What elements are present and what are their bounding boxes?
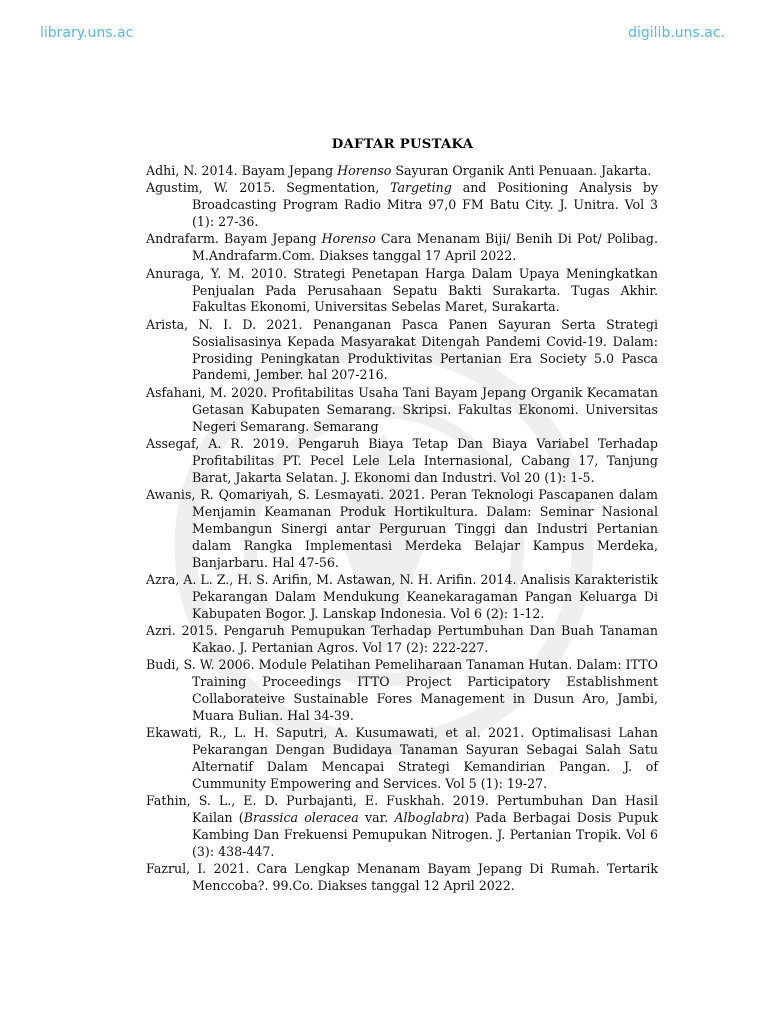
reference-italic-term: Horenso xyxy=(337,163,392,178)
reference-entry: Awanis, R. Qomariyah, S. Lesmayati. 2021. Peran Teknologi Pascapanen dalam Menjamin Keamanan Produk Hortikultura. Dalam: Seminar Nasional Membangun Sinergi antar Perguruan Tinggi dan Industri Pertanian dalam Rangka Implementasi Merdeka Belajar Kampus Merdeka, Banjarbaru. Hal 47-56. xyxy=(146,486,658,570)
reference-entry: Fazrul, I. 2021. Cara Lengkap Menanam Bayam Jepang Di Rumah. Tertarik Menccoba?. 99.Co. Diakses tanggal 12 April 2022. xyxy=(146,861,658,894)
reference-italic-term: Targeting xyxy=(390,180,452,196)
reference-entry: Azri. 2015. Pengaruh Pemupukan Terhadap Pertumbuhan Dan Buah Tanaman Kakao. J. Pertanian Agros. Vol 17 (2): 222-227. xyxy=(146,622,658,655)
reference-entry: Assegaf, A. R. 2019. Pengaruh Biaya Tetap Dan Biaya Variabel Terhadap Profitabilitas PT. Pecel Lele Lela Internasional, Cabang 17, Tanjung Barat, Jakarta Selatan. J. Ekonomi dan Industri. Vol 20 (1): 1-5. xyxy=(146,435,658,485)
reference-entry: Fathin, S. L., E. D. Purbajanti, E. Fuskhah. 2019. Pertumbuhan Dan Hasil Kailan (Brassica oleracea var. Alboglabra) Pada Berbagai Dosis Pupuk Kambing Dan Frekuensi Pemupukan Nitrogen. J. Pertanian Tropik. Vol 6 (3): 438-447. xyxy=(146,793,658,859)
reference-entry: Asfahani, M. 2020. Profitabilitas Usaha Tani Bayam Jepang Organik Kecamatan Getasan Kabupaten Semarang. Skripsi. Fakultas Ekonomi. Universitas Negeri Semarang. Semarang xyxy=(146,384,658,434)
reference-list xyxy=(146,163,658,895)
reference-italic-term: Brassica oleracea xyxy=(243,810,359,826)
reference-entry: Agustim, W. 2015. Segmentation, Targeting and Positioning Analysis by Broadcasting Program Radio Mitra 97,0 FM Batu City. J. Unitra. Vol 3 (1): 27-36. xyxy=(146,180,659,230)
reference-entry: Andrafarm. Bayam Jepang Horenso Cara Menanam Biji/ Benih Di Pot/ Polibag. M.Andrafarm.Com. Diakses tanggal 17 April 2022. xyxy=(146,231,658,264)
header-site-right: digilib.uns.ac. xyxy=(628,25,725,41)
reference-italic-term: Horenso xyxy=(321,231,376,247)
reference-entry: Adhi, N. 2014. Bayam Jepang Horenso Sayuran Organik Anti Penuaan. Jakarta. xyxy=(146,163,652,178)
reference-entry: Anuraga, Y. M. 2010. Strategi Penetapan Harga Dalam Upaya Meningkatkan Penjualan Pada Perusahaan Sepatu Bakti Surakarta. Tugas Akhir. Fakultas Ekonomi, Universitas Sebelas Maret, Surakarta. xyxy=(146,265,658,315)
reference-entry: Arista, N. I. D. 2021. Penanganan Pasca Panen Sayuran Serta Strategi Sosialisasinya Kepada Masyarakat Ditengah Pandemi Covid-19. Dalam: Prosiding Peningkatan Produktivitas Pertanian Era Society 5.0 Pasca Pandemi, Jember. hal 207-216. xyxy=(146,316,658,383)
page-title: DAFTAR PUSTAKA xyxy=(331,137,474,152)
reference-entry: Ekawati, R., L. H. Saputri, A. Kusumawati, et al. 2021. Optimalisasi Lahan Pekarangan Dengan Budidaya Tanaman Sayuran Sebagai Salah Satu Alternatif Dalam Mencapai Strategi Kemandirian Pangan. J. of Cummunity Empowering and Services. Vol 5 (1): 19-27. xyxy=(146,725,658,791)
header-site-left: library.uns.ac xyxy=(40,25,134,41)
reference-italic-term: Alboglabra xyxy=(394,810,465,826)
reference-entry: Budi, S. W. 2006. Module Pelatihan Pemeliharaan Tanaman Hutan. Dalam: ITTO Training Proceedings ITTO Project Participatory Establishment Collaborateive Sustainable Fores Management in Dusun Aro, Jambi, Muara Bulian. Hal 34-39. xyxy=(146,657,658,723)
reference-entry: Azra, A. L. Z., H. S. Arifin, M. Astawan, N. H. Arifin. 2014. Analisis Karakteristik Pekarangan Dalam Mendukung Keanekaragaman Pangan Keluarga Di Kabupaten Bogor. J. Lanskap Indonesia. Vol 6 (2): 1-12. xyxy=(146,571,659,621)
